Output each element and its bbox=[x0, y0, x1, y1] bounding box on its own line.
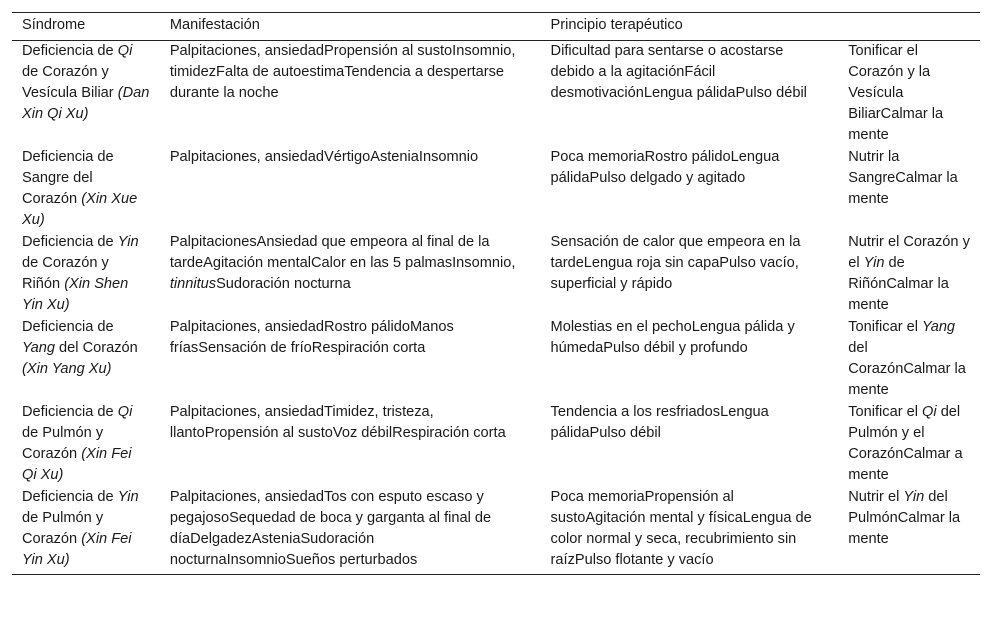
cell-principio bbox=[838, 402, 980, 487]
text-segment: Yin bbox=[903, 489, 925, 505]
text-segment: Poca memoriaPropensión al sustoAgitación mental y físicaLengua de color normal y seca, recubrimiento sin raízPulso flotante y vacío bbox=[550, 489, 812, 568]
text-segment: Deficiencia de bbox=[22, 489, 118, 505]
table-body bbox=[12, 41, 980, 575]
text-segment: Nutrir el Corazón y el bbox=[848, 234, 970, 271]
text-segment: Nutrir el bbox=[848, 489, 904, 505]
text-segment: del PulmónCalmar la mente bbox=[848, 489, 961, 547]
cell-principio bbox=[838, 487, 980, 575]
header-principio: Principio terapéutico bbox=[541, 13, 839, 41]
text-segment: de Pulmón y Corazón bbox=[22, 425, 104, 462]
table-header bbox=[12, 13, 980, 41]
text-segment: Molestias en el pechoLengua pálida y húmedaPulso débil y profundo bbox=[550, 319, 795, 356]
cell-sindrome bbox=[12, 317, 160, 402]
cell-signos bbox=[541, 41, 839, 148]
text-segment: (Xin Shen Yin Xu) bbox=[22, 276, 129, 313]
text-segment: (Xin Fei Yin Xu) bbox=[22, 531, 132, 568]
cell-manifestacion bbox=[160, 402, 541, 487]
cell-sindrome bbox=[12, 232, 160, 317]
text-segment: Yin bbox=[117, 489, 139, 505]
table-row bbox=[12, 317, 980, 402]
cell-signos bbox=[541, 317, 839, 402]
text-segment: Qi bbox=[922, 404, 937, 420]
text-segment: Poca memoriaRostro pálidoLengua pálidaPulso delgado y agitado bbox=[550, 149, 780, 186]
text-segment: Tonificar el bbox=[848, 319, 923, 335]
header-empty bbox=[838, 13, 980, 41]
text-segment: (Dan Xin Qi Xu) bbox=[22, 85, 150, 122]
text-segment: Palpitaciones, ansiedadRostro pálidoManos fríasSensación de fríoRespiración corta bbox=[169, 319, 454, 356]
cell-manifestacion bbox=[160, 317, 541, 402]
header-row bbox=[12, 13, 980, 41]
text-segment: de Corazón y Riñón bbox=[22, 255, 109, 292]
text-segment: (Xin Fei Qi Xu) bbox=[22, 446, 132, 483]
cell-principio bbox=[838, 232, 980, 317]
header-manifestacion: Manifestación bbox=[160, 13, 541, 41]
table-row bbox=[12, 232, 980, 317]
text-segment: de Pulmón y Corazón bbox=[22, 510, 104, 547]
cell-sindrome bbox=[12, 487, 160, 575]
table-row bbox=[12, 487, 980, 575]
cell-signos bbox=[541, 402, 839, 487]
text-segment: del Corazón bbox=[55, 340, 138, 356]
text-segment: Yin bbox=[117, 234, 139, 250]
table-row bbox=[12, 147, 980, 232]
table-row bbox=[12, 41, 980, 148]
cell-signos bbox=[541, 487, 839, 575]
text-segment: Deficiencia de bbox=[22, 43, 118, 59]
text-segment: Qi bbox=[117, 404, 133, 420]
text-segment: del CorazónCalmar la mente bbox=[848, 340, 966, 398]
text-segment: de RiñónCalmar la mente bbox=[848, 255, 949, 313]
text-segment: Dificultad para sentarse o acostarse debido a la agitaciónFácil desmotivaciónLengua pálidaPulso débil bbox=[550, 43, 807, 101]
text-segment: Qi bbox=[117, 43, 133, 59]
cell-signos bbox=[541, 147, 839, 232]
text-segment: (Xin Yang Xu) bbox=[22, 361, 112, 377]
text-segment: Tendencia a los resfriadosLengua pálidaPulso débil bbox=[550, 404, 769, 441]
text-segment: Deficiencia de bbox=[22, 234, 118, 250]
text-segment: Deficiencia de Sangre del Corazón bbox=[22, 149, 114, 207]
syndrome-table bbox=[12, 12, 980, 575]
cell-manifestacion bbox=[160, 487, 541, 575]
text-segment: Tonificar el bbox=[848, 404, 923, 420]
text-segment: tinnitus bbox=[169, 276, 217, 292]
text-segment: Palpitaciones, ansiedadVértigoAsteniaInsomnio bbox=[169, 149, 479, 165]
text-segment: Palpitaciones, ansiedadPropensión al sustoInsomnio, timidezFalta de autoestimaTendencia a despertarse durante la noche bbox=[169, 43, 516, 101]
cell-manifestacion bbox=[160, 232, 541, 317]
text-segment: PalpitacionesAnsiedad que empeora al final de la tardeAgitación mentalCalor en las 5 palmasInsomnio, bbox=[169, 234, 516, 271]
cell-sindrome bbox=[12, 41, 160, 148]
text-segment: (Xin Xue Xu) bbox=[22, 191, 138, 228]
table-row bbox=[12, 402, 980, 487]
text-segment: del Pulmón y el CorazónCalmar a mente bbox=[848, 404, 963, 483]
text-segment: Palpitaciones, ansiedadTimidez, tristeza, llantoPropensión al sustoVoz débilRespiración corta bbox=[169, 404, 506, 441]
cell-principio bbox=[838, 41, 980, 148]
text-segment: de Corazón y Vesícula Biliar bbox=[22, 64, 118, 101]
text-segment: Yin bbox=[863, 255, 885, 271]
text-segment: Sudoración nocturna bbox=[216, 276, 351, 292]
text-segment: Yang bbox=[22, 340, 55, 356]
cell-sindrome bbox=[12, 147, 160, 232]
text-segment: Deficiencia de bbox=[22, 319, 114, 335]
cell-manifestacion bbox=[160, 41, 541, 148]
cell-signos bbox=[541, 232, 839, 317]
cell-sindrome bbox=[12, 402, 160, 487]
text-segment: Deficiencia de bbox=[22, 404, 118, 420]
text-segment: Palpitaciones, ansiedadTos con esputo escaso y pegajosoSequedad de boca y garganta al final de díaDelgadezAsteniaSudoración nocturnaInsomnioSueños perturbados bbox=[169, 489, 492, 568]
text-segment: Yang bbox=[922, 319, 956, 335]
text-segment: Nutrir la SangreCalmar la mente bbox=[848, 149, 958, 207]
text-segment: Tonificar el Corazón y la Vesícula BiliarCalmar la mente bbox=[848, 43, 944, 143]
header-sindrome: Síndrome bbox=[12, 13, 160, 41]
cell-principio bbox=[838, 147, 980, 232]
text-segment: Sensación de calor que empeora en la tardeLengua roja sin capaPulso vacío, superficial y rápido bbox=[550, 234, 801, 292]
cell-principio bbox=[838, 317, 980, 402]
cell-manifestacion bbox=[160, 147, 541, 232]
